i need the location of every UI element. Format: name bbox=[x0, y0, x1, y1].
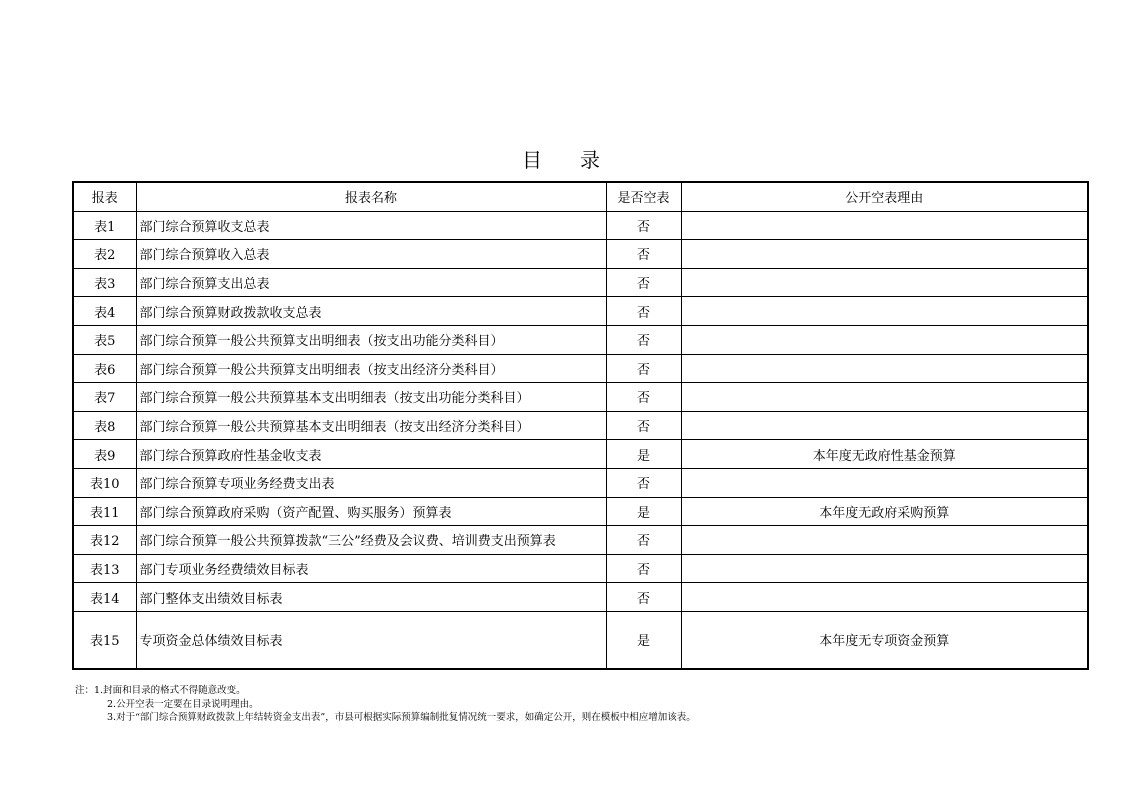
report-is-empty: 否 bbox=[606, 583, 681, 612]
report-is-empty: 否 bbox=[606, 325, 681, 354]
report-no: 表4 bbox=[73, 297, 136, 326]
report-no: 表15 bbox=[73, 611, 136, 669]
report-name: 部门综合预算一般公共预算支出明细表（按支出功能分类科目） bbox=[136, 325, 606, 354]
report-name: 部门整体支出绩效目标表 bbox=[136, 583, 606, 612]
footnotes bbox=[75, 684, 696, 725]
report-empty-reason: 本年度无政府采购预算 bbox=[681, 497, 1088, 526]
report-is-empty: 否 bbox=[606, 354, 681, 383]
report-is-empty: 否 bbox=[606, 383, 681, 412]
footnote-1: 注：1.封面和目录的格式不得随意改变。 bbox=[75, 685, 246, 696]
table-row bbox=[73, 354, 1088, 383]
table-header-row bbox=[73, 182, 1088, 211]
report-name: 部门综合预算支出总表 bbox=[136, 268, 606, 297]
table-row bbox=[73, 611, 1088, 669]
table-row bbox=[73, 268, 1088, 297]
report-empty-reason bbox=[681, 468, 1088, 497]
footnote-3: 3.对于“部门综合预算财政拨款上年结转资金支出表”，市县可根据实际预算编制批复情况统一要求，如确定公开，则在模板中相应增加该表。 bbox=[107, 712, 696, 723]
report-no: 表12 bbox=[73, 526, 136, 555]
report-empty-reason bbox=[681, 325, 1088, 354]
report-is-empty: 否 bbox=[606, 211, 681, 240]
report-catalog-table bbox=[72, 181, 1089, 670]
table-row bbox=[73, 554, 1088, 583]
report-empty-reason bbox=[681, 211, 1088, 240]
footnote-2: 2.公开空表一定要在目录说明理由。 bbox=[107, 698, 259, 710]
report-name: 部门专项业务经费绩效目标表 bbox=[136, 554, 606, 583]
report-name: 部门综合预算一般公共预算拨款“三公”经费及会议费、培训费支出预算表 bbox=[136, 526, 606, 555]
table-row bbox=[73, 240, 1088, 269]
report-empty-reason bbox=[681, 354, 1088, 383]
report-is-empty: 是 bbox=[606, 440, 681, 469]
report-no: 表5 bbox=[73, 325, 136, 354]
report-name: 部门综合预算专项业务经费支出表 bbox=[136, 468, 606, 497]
report-no: 表3 bbox=[73, 268, 136, 297]
report-name: 部门综合预算财政拨款收支总表 bbox=[136, 297, 606, 326]
report-empty-reason bbox=[681, 268, 1088, 297]
report-is-empty: 否 bbox=[606, 526, 681, 555]
report-is-empty: 否 bbox=[606, 268, 681, 297]
report-is-empty: 否 bbox=[606, 411, 681, 440]
report-is-empty: 否 bbox=[606, 297, 681, 326]
report-name: 部门综合预算一般公共预算基本支出明细表（按支出经济分类科目） bbox=[136, 411, 606, 440]
report-no: 表13 bbox=[73, 554, 136, 583]
table-row bbox=[73, 297, 1088, 326]
report-no: 表10 bbox=[73, 468, 136, 497]
table-row bbox=[73, 211, 1088, 240]
report-name: 专项资金总体绩效目标表 bbox=[136, 611, 606, 669]
report-no: 表7 bbox=[73, 383, 136, 412]
report-name: 部门综合预算收入总表 bbox=[136, 240, 606, 269]
report-no: 表11 bbox=[73, 497, 136, 526]
report-name: 部门综合预算收支总表 bbox=[136, 211, 606, 240]
report-no: 表8 bbox=[73, 411, 136, 440]
report-empty-reason: 本年度无专项资金预算 bbox=[681, 611, 1088, 669]
report-empty-reason bbox=[681, 411, 1088, 440]
report-empty-reason bbox=[681, 583, 1088, 612]
report-is-empty: 是 bbox=[606, 611, 681, 669]
report-empty-reason: 本年度无政府性基金预算 bbox=[681, 440, 1088, 469]
table-row bbox=[73, 583, 1088, 612]
report-is-empty: 否 bbox=[606, 240, 681, 269]
report-is-empty: 是 bbox=[606, 497, 681, 526]
table-row bbox=[73, 383, 1088, 412]
header-is-empty: 是否空表 bbox=[606, 182, 681, 211]
table-row bbox=[73, 411, 1088, 440]
report-empty-reason bbox=[681, 383, 1088, 412]
report-name: 部门综合预算政府采购（资产配置、购买服务）预算表 bbox=[136, 497, 606, 526]
report-empty-reason bbox=[681, 554, 1088, 583]
report-no: 表1 bbox=[73, 211, 136, 240]
header-empty-reason: 公开空表理由 bbox=[681, 182, 1088, 211]
table-row bbox=[73, 325, 1088, 354]
report-is-empty: 否 bbox=[606, 554, 681, 583]
report-empty-reason bbox=[681, 297, 1088, 326]
table-row bbox=[73, 468, 1088, 497]
table-row bbox=[73, 440, 1088, 469]
report-name: 部门综合预算一般公共预算基本支出明细表（按支出功能分类科目） bbox=[136, 383, 606, 412]
header-report-name: 报表名称 bbox=[136, 182, 606, 211]
report-no: 表9 bbox=[73, 440, 136, 469]
report-no: 表2 bbox=[73, 240, 136, 269]
report-is-empty: 否 bbox=[606, 468, 681, 497]
report-empty-reason bbox=[681, 240, 1088, 269]
report-name: 部门综合预算一般公共预算支出明细表（按支出经济分类科目） bbox=[136, 354, 606, 383]
page-title: 目录 bbox=[522, 148, 638, 172]
header-report-no: 报表 bbox=[73, 182, 136, 211]
report-empty-reason bbox=[681, 526, 1088, 555]
report-name: 部门综合预算政府性基金收支表 bbox=[136, 440, 606, 469]
table-row bbox=[73, 526, 1088, 555]
report-no: 表6 bbox=[73, 354, 136, 383]
report-no: 表14 bbox=[73, 583, 136, 612]
table-row bbox=[73, 497, 1088, 526]
